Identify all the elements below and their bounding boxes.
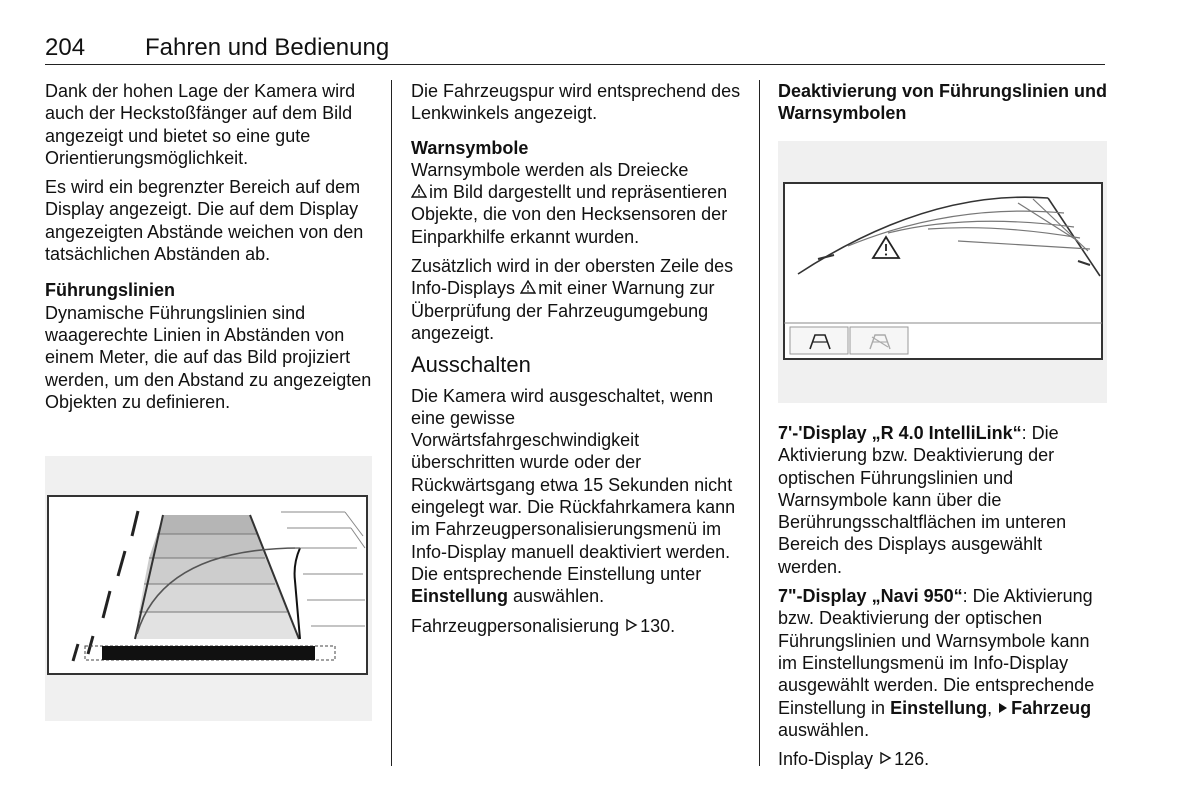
camera-guidelines-figure xyxy=(45,456,372,721)
page-reference-arrow-icon xyxy=(878,751,892,765)
column-1 xyxy=(45,80,375,420)
column-2 xyxy=(411,80,741,644)
section-title: Fahren und Bedienung xyxy=(145,34,390,61)
column-3 xyxy=(778,80,1110,125)
guidelines-toggle-button[interactable] xyxy=(790,327,848,354)
paragraph-info-display-warning: Zusätzlich wird in der obersten Zeile des Info-Displays mit einer Warnung zur Überprüfung der Fahrzeugumgebung angezeigt. xyxy=(411,256,734,343)
heading-ausschalten: Ausschalten xyxy=(411,352,531,378)
paragraph-r40-intellilink: 7'-'Display „R 4.0 IntelliLink“: Die Aktivierung bzw. Deaktivierung der optischen Führungslinien und Warnsymbole kann über die Berührungsschaltflächen im unteren Bereich des Displays ausgewählt werden. xyxy=(778,423,1067,577)
warning-triangle-icon xyxy=(520,280,536,294)
paragraph: Es wird ein begrenzter Bereich auf dem Display angezeigt. Die auf dem Display angezeigten Abstände weichen von den tatsächlichen Abständen ab. xyxy=(45,177,364,265)
page-number: 204 xyxy=(45,34,86,61)
paragraph-navi950: 7"-Display „Navi 950“: Die Aktivierung bzw. Deaktivierung der optischen Führungslinien und Warnsymbole kann im Einstellungsmenü im Info-Display ausgewählt werden. Die entsprechende Einstellung in Einstellung, Fahrzeug auswählen. xyxy=(778,586,1095,740)
camera-guidelines-illustration xyxy=(45,456,372,721)
paragraph-ausschalten: Die Kamera wird ausgeschaltet, wenn eine gewisse Vorwärtsfahrgeschwindigkeit überschritten wurde oder der Rückwärtsgang etwa 15 Sekunden nicht eingelegt war. Die Rückfahrkamera kann im Fahrzeugpersonalisierungsmenü im Info-Display manuell deaktiviert werden. Die entsprechende Einstellung unter Einstellung auswählen. xyxy=(411,385,736,607)
menu-item-einstellung: Einstellung xyxy=(890,697,988,718)
paragraph: Dank der hohen Lage der Kamera wird auch der Heckstoßfänger auf dem Bild angezeigt und bietet so eine gute Orientierungsmöglichkeit. xyxy=(45,81,356,168)
subheading-warnsymbols: Warnsymbole xyxy=(411,137,529,158)
paragraph-warnsymbols: Warnsymbole werden als Dreiecke im Bild dargestellt und repräsentieren Objekte, die von den Hecksensoren der Einparkhilfe erkannt wurden. xyxy=(411,159,728,247)
subheading-deactivation: Deaktivierung von Führungslinien und Warnsymbolen xyxy=(778,81,1108,124)
column-3-lower xyxy=(778,422,1110,777)
subheading-guidelines: Führungslinien xyxy=(45,280,175,301)
warnsymbols-toggle-button[interactable] xyxy=(850,327,908,354)
paragraph: Die Fahrzeugspur wird entsprechend des Lenkwinkels angezeigt. xyxy=(411,81,741,124)
page-reference-arrow-icon xyxy=(624,618,638,632)
page-reference: Info-Display 126. xyxy=(778,749,930,770)
menu-item-fahrzeug: Fahrzeug xyxy=(1011,697,1092,718)
display-warning-illustration xyxy=(778,141,1107,403)
page-header xyxy=(45,34,1105,65)
menu-arrow-icon xyxy=(997,702,1009,714)
column-divider-1 xyxy=(391,80,392,766)
column-divider-2 xyxy=(759,80,760,766)
page-reference: Fahrzeugpersonalisierung 130. xyxy=(411,615,676,636)
menu-item-einstellung: Einstellung xyxy=(411,586,509,607)
paragraph: Dynamische Führungslinien sind waagerechte Linien in Abständen von einem Meter, die auf das Bild projiziert werden, um den Abstand zu angezeigten Objekten zu definieren. xyxy=(45,302,372,412)
warning-triangle-icon xyxy=(411,184,427,198)
display-warning-figure xyxy=(778,141,1107,403)
